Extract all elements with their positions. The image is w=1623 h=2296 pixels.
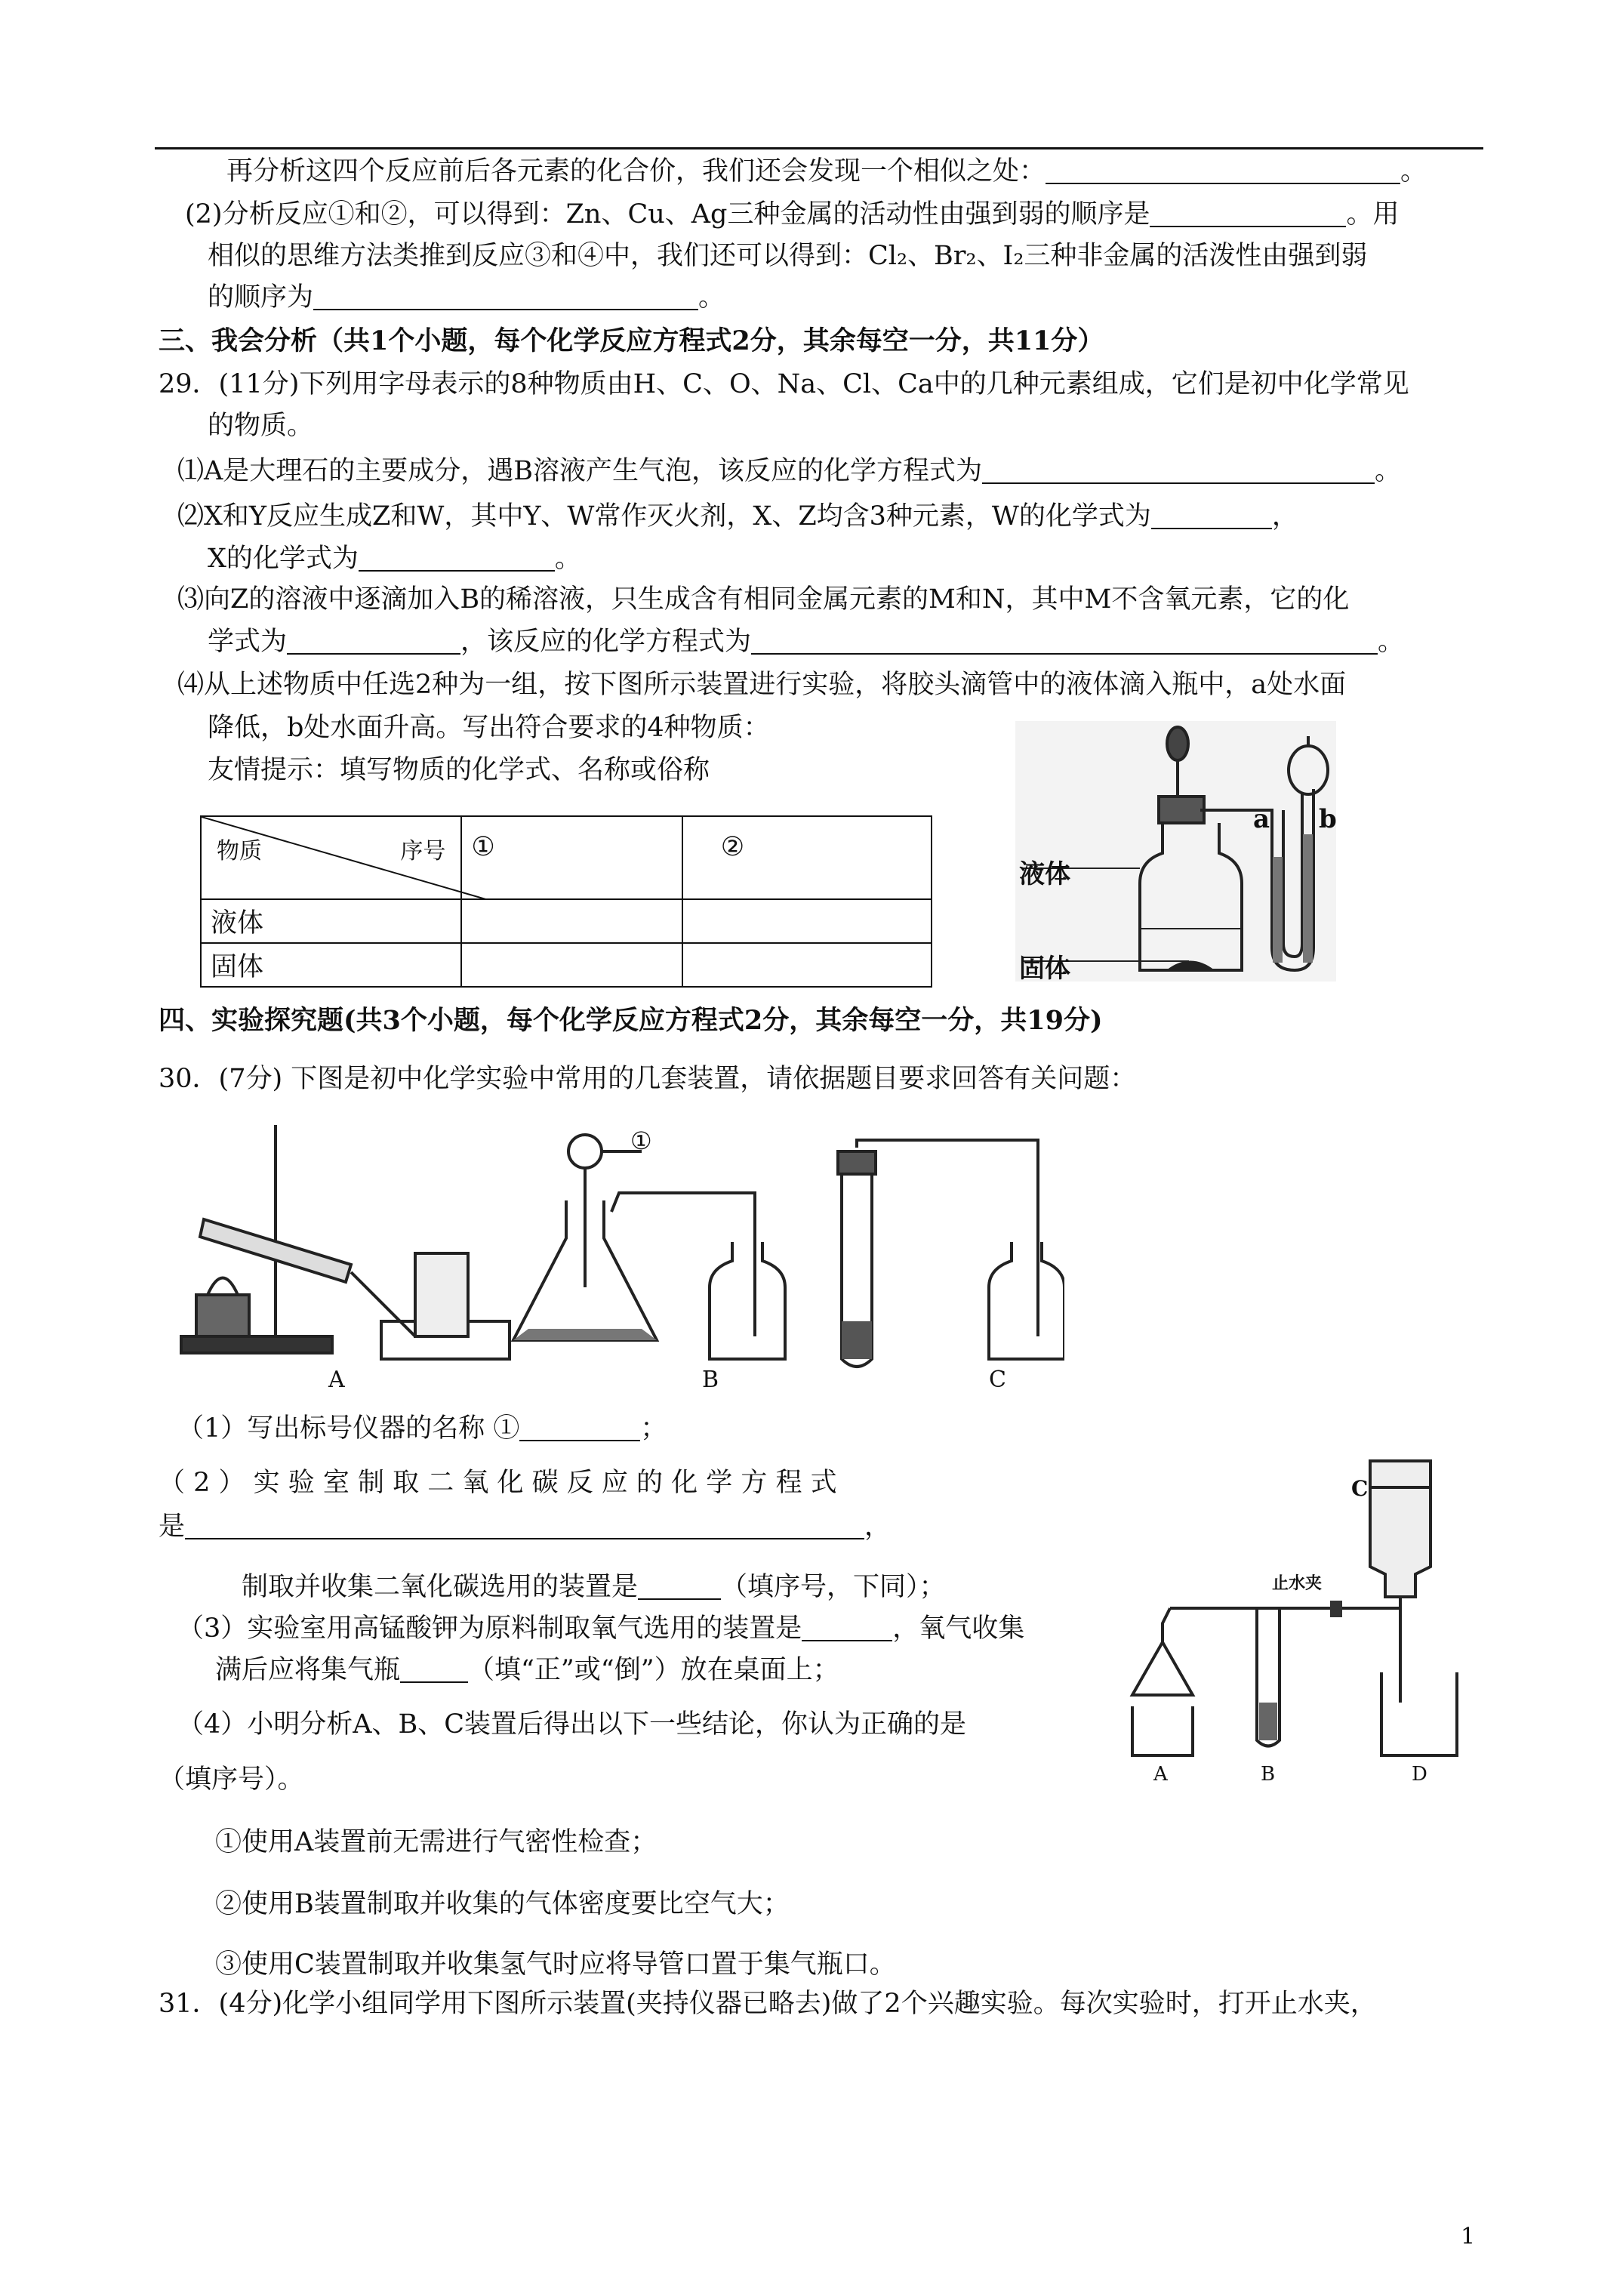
label-b: b <box>1319 804 1337 834</box>
answer-blank[interactable] <box>638 1573 721 1600</box>
text-line: 学式为 ，该反应的化学方程式为 。 <box>208 627 1405 657</box>
text-line: （填序号）。 <box>159 1764 304 1795</box>
text-line: ⑵X和Y反应生成Z和W，其中Y、W常作灭火剂，X、Z均含3种元素，W的化学式为 ， <box>177 501 1298 532</box>
text-line: 满后应将集气瓶 （填“正”或“倒”）放在桌面上； <box>215 1655 839 1685</box>
text-line: 制取并收集二氧化碳选用的装置是 （填序号，下同）； <box>242 1572 946 1602</box>
answer-blank[interactable] <box>287 627 460 655</box>
label-C: C <box>989 1367 1006 1393</box>
label-a: a <box>1253 804 1270 834</box>
answer-blank[interactable] <box>519 1414 640 1441</box>
text-line: 友情提示：填写物质的化学式、名称或俗称 <box>208 755 710 785</box>
header-right: 序号 <box>400 838 446 864</box>
answer-blank[interactable] <box>751 627 1378 655</box>
top-rule <box>155 147 1483 149</box>
apparatus-abc-figure <box>174 1110 1064 1393</box>
question-31-intro: 31．(4分)化学小组同学用下图所示装置(夹持仪器已略去)做了2个兴趣实验。每次实验时，打开止水夹， <box>159 1989 1377 2019</box>
substance-table <box>200 815 932 988</box>
option-line: ①使用A装置前无需进行气密性检查； <box>215 1827 658 1857</box>
text-line: 相似的思维方法类推到反应③和④中，我们还可以得到：Cl₂、Br₂、I₂三种非金属的活泼性由强到弱 <box>208 241 1368 271</box>
label-B: B <box>702 1367 719 1393</box>
text-line: ⑴A是大理石的主要成分，遇B溶液产生气泡，该反应的化学方程式为 。 <box>177 456 1402 486</box>
text-line: 再分析这四个反应前后各元素的化合价，我们还会发现一个相似之处： 。 <box>226 156 1427 186</box>
header-left: 物质 <box>217 838 262 864</box>
text-line: 的顺序为 。 <box>208 282 725 313</box>
label-solid: 固体 <box>1019 954 1070 984</box>
label-D: D <box>1412 1763 1427 1786</box>
answer-blank[interactable] <box>313 283 698 310</box>
bottle-u-tube-figure <box>1015 721 1336 982</box>
table-cell[interactable] <box>461 943 682 987</box>
option-line: ②使用B装置制取并收集的气体密度要比空气大； <box>215 1889 790 1919</box>
question-30-intro: 30．(7分) 下图是初中化学实验中常用的几套装置，请依据题目要求回答有关问题： <box>159 1064 1137 1094</box>
text-line: （1）写出标号仪器的名称 ① ； <box>177 1413 667 1444</box>
text-line: （3）实验室用高锰酸钾为原料制取氧气选用的装置是 ，氧气收集 <box>177 1613 1025 1644</box>
apparatus-abcd-figure <box>1125 1453 1480 1789</box>
label-B: B <box>1261 1763 1276 1786</box>
text-line: 是 ， <box>159 1512 892 1542</box>
table-col-header: ① <box>461 816 682 899</box>
answer-blank[interactable] <box>1150 200 1346 227</box>
question-29-intro: 29．(11分)下列用字母表示的8种物质由H、C、O、Na、Cl、Ca中的几种元素组成，它们是初中化学常见 <box>159 369 1409 399</box>
label-mark-1: ① <box>630 1126 652 1155</box>
answer-blank[interactable] <box>1046 157 1400 184</box>
table-cell[interactable] <box>461 899 682 943</box>
section-heading: 三、我会分析（共1个小题，每个化学反应方程式2分，其余每空一分，共11分） <box>159 325 1104 356</box>
text-line: （4）小明分析A、B、C装置后得出以下一些结论，你认为正确的是 <box>177 1709 967 1740</box>
apparatus-drawing <box>1125 1453 1480 1789</box>
text-line: ⑷从上述物质中任选2种为一组，按下图所示装置进行实验，将胶头滴管中的液体滴入瓶中，a处水面 <box>177 670 1347 700</box>
text-line: X的化学式为 。 <box>208 544 581 574</box>
answer-blank[interactable] <box>1151 502 1272 529</box>
table-col-header: ② <box>682 816 932 899</box>
page-number: 1 <box>1461 2224 1476 2250</box>
answer-blank[interactable] <box>185 1512 864 1539</box>
apparatus-drawing <box>174 1110 1064 1393</box>
answer-blank[interactable] <box>400 1656 468 1683</box>
label-clamp: 止水夹 <box>1272 1573 1323 1593</box>
option-line: ③使用C装置制取并收集氢气时应将导管口置于集气瓶口。 <box>215 1949 896 1980</box>
label-liquid: 液体 <box>1019 859 1070 889</box>
text-line: 的物质。 <box>208 411 314 441</box>
text-line: ⑶向Z的溶液中逐滴加入B的稀溶液，只生成含有相同金属元素的M和N，其中M不含氧元素，它的化 <box>177 584 1350 615</box>
table-row-label: 液体 <box>201 899 461 943</box>
label-C: C <box>1351 1476 1369 1501</box>
text-line: 降低，b处水面升高。写出符合要求的4种物质： <box>208 713 770 743</box>
label-A: A <box>328 1367 345 1393</box>
table-row-label: 固体 <box>201 943 461 987</box>
table-cell[interactable] <box>682 899 932 943</box>
label-A: A <box>1153 1763 1168 1786</box>
apparatus-drawing <box>1015 721 1336 982</box>
table-header-diagonal <box>201 816 461 899</box>
table-cell[interactable] <box>682 943 932 987</box>
section-heading: 四、实验探究题(共3个小题，每个化学反应方程式2分，其余每空一分，共19分) <box>159 1005 1103 1036</box>
text-line: (2)分析反应①和②，可以得到：Zn、Cu、Ag三种金属的活动性由强到弱的顺序是 。用 <box>185 199 1400 230</box>
text-line: （ 2 ） 实 验 室 制 取 二 氧 化 碳 反 应 的 化 学 方 程 式 <box>159 1468 837 1498</box>
answer-blank[interactable] <box>802 1614 892 1641</box>
answer-blank[interactable] <box>359 544 555 572</box>
answer-blank[interactable] <box>982 457 1375 484</box>
